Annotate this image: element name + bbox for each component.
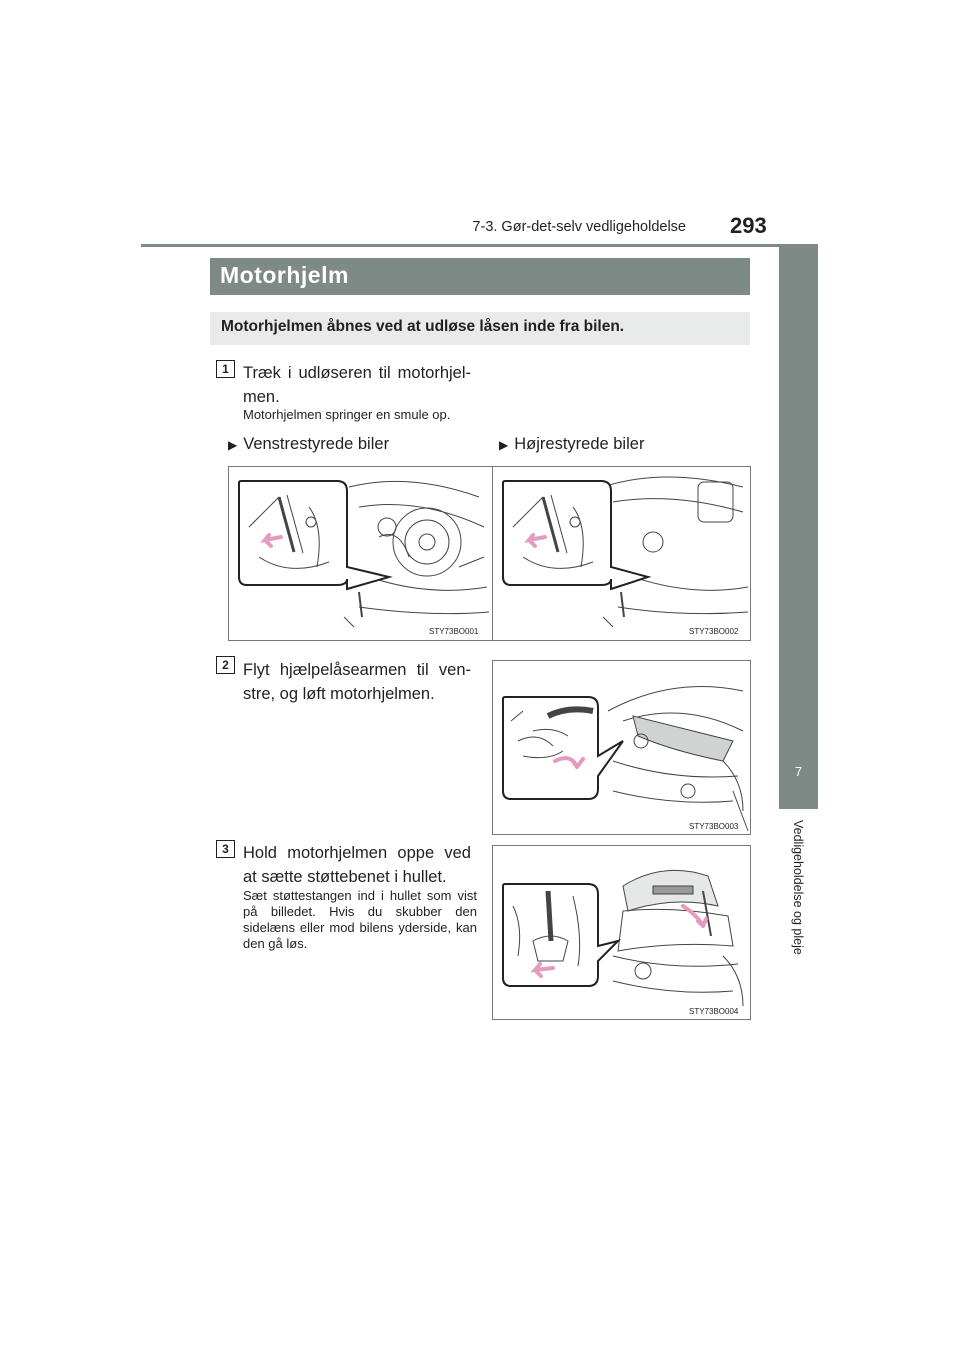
subtitle-band bbox=[210, 312, 750, 345]
step-number-1: 1 bbox=[216, 360, 235, 378]
figure-code-2: STY73BO002 bbox=[689, 627, 739, 636]
figure-auxiliary-lever bbox=[492, 660, 751, 835]
variant-right: ▶ Højrestyrede biler bbox=[499, 435, 645, 453]
step-2-text: Flyt hjælpelåsearmen til ven-stre, og løft motorhjelmen. bbox=[243, 661, 471, 703]
step-1-text: Træk i udløseren til motorhjel-men. bbox=[243, 364, 471, 406]
header-rule bbox=[141, 244, 818, 247]
chapter-tab bbox=[779, 246, 818, 809]
variant-left: ▶ Venstrestyrede biler bbox=[228, 435, 390, 453]
figure-code-1: STY73BO001 bbox=[429, 627, 479, 636]
figure-rhd-release bbox=[492, 466, 751, 641]
step-number-3: 3 bbox=[216, 840, 235, 858]
step-3-text: Hold motorhjelmen oppe ved at sætte støttebenet i hullet. bbox=[243, 844, 471, 886]
triangle-bullet-icon: ▶ bbox=[228, 438, 238, 452]
figure-support-rod bbox=[492, 845, 751, 1020]
figure-code-3: STY73BO003 bbox=[689, 822, 739, 831]
step-3-note: Sæt støttestangen ind i hullet som vist på billedet. Hvis du skubber den sidelæns eller mod bilens yderside, kan den gå løs. bbox=[243, 888, 477, 951]
triangle-bullet-icon: ▶ bbox=[499, 438, 509, 452]
section-title: 7-3. Gør-det-selv vedligeholdelse bbox=[472, 219, 686, 235]
page-number: 293 bbox=[730, 213, 767, 238]
step-1-note: Motorhjelmen springer en smule op. bbox=[243, 407, 451, 422]
step-number-2: 2 bbox=[216, 656, 235, 674]
figure-lhd-release bbox=[228, 466, 493, 641]
chapter-number: 7 bbox=[794, 764, 803, 779]
page-title-band bbox=[210, 258, 750, 295]
figure-code-4: STY73BO004 bbox=[689, 1007, 739, 1016]
page-title: Motorhjelm bbox=[220, 262, 349, 288]
chapter-title: Vedligeholdelse og pleje bbox=[791, 820, 805, 955]
subtitle: Motorhjelmen åbnes ved at udløse låsen inde fra bilen. bbox=[221, 318, 625, 335]
